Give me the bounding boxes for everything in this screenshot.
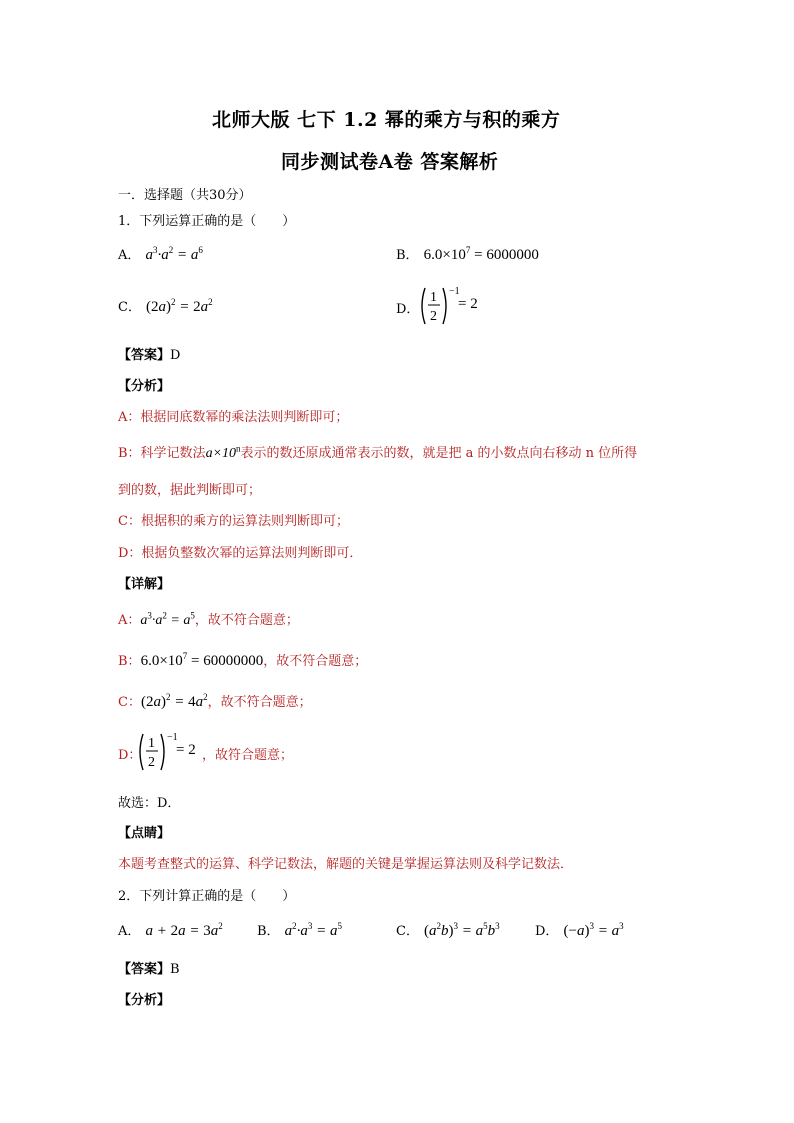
detail-c: [118, 691, 312, 711]
q1-option-d: [396, 284, 478, 328]
analysis-b-pre: B：科学记数法: [118, 446, 206, 461]
detail-tag: 【详解】: [118, 577, 171, 592]
choice-statement: 故选：D．: [118, 796, 181, 811]
option-label: C．: [118, 300, 141, 315]
math-expression: $(2a)^2 = 2a^2$: [146, 297, 213, 315]
math-expression: $(-a)^3 = a^3$: [563, 921, 624, 939]
svg-text:−1: −1: [449, 286, 460, 297]
analysis-b-post: 表示的数还原成通常表示的数，就是把 a 的小数点向右移动 n 位所得: [240, 446, 638, 461]
q2-answer: [118, 958, 180, 977]
q1-option-c: [118, 296, 213, 316]
option-label: A．: [118, 248, 141, 263]
analysis-tag: 【分析】: [118, 379, 171, 394]
detail-label: D：: [118, 748, 142, 763]
math-expression: $6.0\times 10^7 = 6000000$: [423, 245, 539, 263]
q2-option-a: [118, 920, 223, 940]
svg-text:1: 1: [148, 736, 155, 751]
math-expression: $6.0\times 10^7 = 60000000$: [140, 651, 264, 669]
math-sci-notation: $a\times 10^n$: [205, 443, 241, 461]
math-expression: $a^3\cdot a^2 = a^6$: [145, 245, 203, 263]
analysis-a: A：根据同底数幂的乘法法则判断即可；: [118, 410, 349, 425]
comment-text: 本题考查整式的运算、科学记数法，解题的关键是掌握运算法则及科学记数法．: [118, 857, 574, 872]
q2-option-d: [535, 920, 624, 940]
detail-b: [118, 650, 367, 670]
detail-tail: ，故不符合题意；: [207, 695, 312, 710]
math-expression: $a^3\cdot a^2 = a^5$: [140, 610, 195, 628]
math-rhs: = 2: [458, 296, 478, 312]
comment-tag: 【点睛】: [118, 826, 171, 841]
math-expression: $(2a)^2 = 4a^2$: [140, 692, 208, 710]
page-title-line1: 北师大版 七下 1.2 幂的乘方与积的乘方: [212, 109, 561, 131]
detail-tail: ，故不符合题意；: [194, 613, 299, 628]
detail-label: C：: [118, 695, 141, 710]
question-1-stem: 1．下列运算正确的是（ ）: [118, 214, 296, 229]
section-heading: 一．选择题（共30分）: [118, 188, 252, 203]
option-label: B．: [396, 248, 419, 263]
option-label: C．: [396, 924, 419, 939]
answer-tag: 【答案】: [118, 962, 171, 977]
math-expression: $a^2\cdot a^3 = a^5$: [284, 921, 343, 939]
option-label: D．: [396, 302, 420, 317]
answer-tag: 【答案】: [118, 348, 171, 363]
q2-option-b: [257, 920, 342, 940]
math-expression: $a + 2a = 3a^2$: [145, 921, 223, 939]
detail-tail: ，故符合题意；: [202, 748, 294, 763]
analysis-c: C：根据积的乘方的运算法则判断即可；: [118, 514, 349, 529]
answer-value: D: [170, 348, 181, 363]
math-expression: $(a^2b)^3 = a^5b^3$: [424, 921, 500, 939]
detail-label: A：: [118, 613, 141, 628]
analysis-b-line2: 到的数，据此判断即可；: [118, 483, 262, 498]
q1-option-a: [118, 244, 203, 264]
option-label: B．: [257, 924, 280, 939]
q2-option-c: [396, 920, 500, 940]
detail-tail: ，故不符合题意；: [263, 654, 368, 669]
option-label: A．: [118, 924, 141, 939]
analysis-tag: 【分析】: [118, 993, 171, 1008]
math-rhs: = 2: [176, 742, 196, 758]
svg-text:1: 1: [430, 290, 437, 305]
option-label: D．: [535, 924, 559, 939]
question-2-stem: 2．下列计算正确的是（ ）: [118, 889, 296, 904]
page-title-line2: 同步测试卷A卷 答案解析: [281, 151, 499, 173]
svg-text:2: 2: [430, 309, 437, 324]
analysis-d: D：根据负整数次幂的运算法则判断即可．: [118, 546, 363, 561]
svg-text:−1: −1: [167, 732, 178, 743]
q1-option-b: [396, 244, 539, 264]
answer-value: B: [170, 962, 180, 977]
detail-a: [118, 609, 299, 629]
svg-text:2: 2: [148, 755, 155, 770]
detail-label: B：: [118, 654, 141, 669]
q1-answer: [118, 344, 180, 363]
analysis-b-line1: [118, 442, 637, 462]
detail-d: [118, 730, 378, 774]
